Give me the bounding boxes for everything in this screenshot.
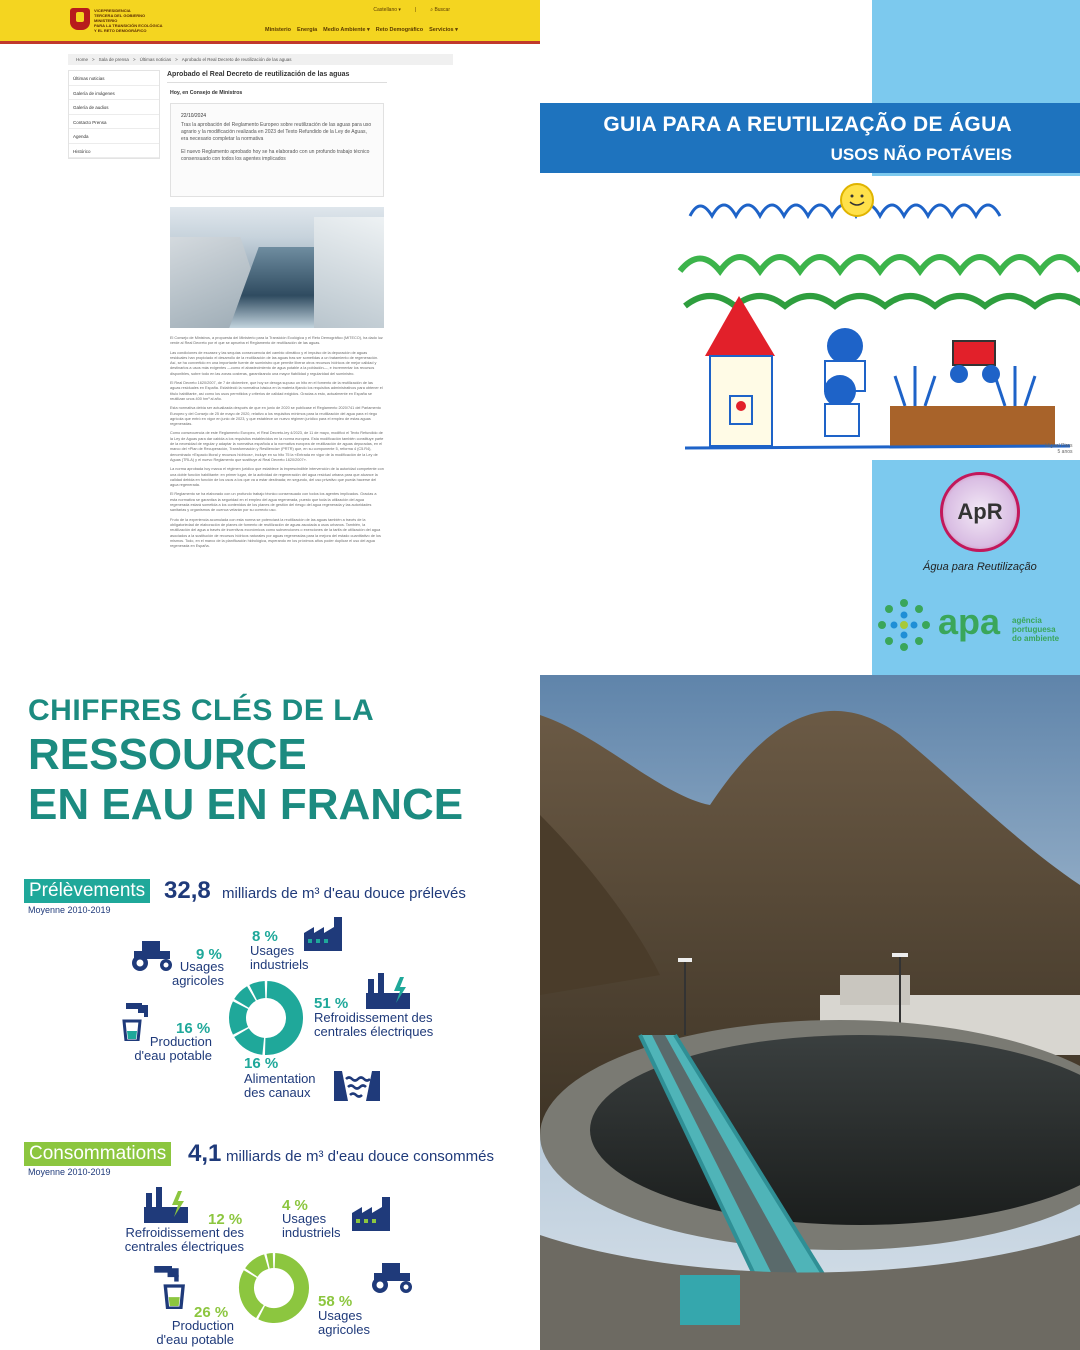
factory-icon [302, 915, 346, 951]
body-paragraph: El Reglamento se ha elaborado con un profundo trabajo técnico consensuado con todos los agentes implicados. Gracias a esta normativa se garantiza la seguridad en el empleo del agua regenerada, puesto que toda la utilización del agua regenerada estará sometida a los contenidos de los planes de gestión del riesgo del agua regenerada y las autoridades sanitarias y organismos de cuenca velarán por su correcto uso. [170, 492, 377, 513]
slice-pct: 51 % [314, 995, 349, 1012]
language-select[interactable]: Castellano ▾ [373, 7, 401, 13]
guide-title: GUIA PARA A REUTILIZAÇÃO DE ÁGUA [603, 113, 1012, 136]
summary-paragraph: Tras la aprobación del Reglamento Europeo sobre reutilización de las aguas para uso agrario y la modificación realizada en 2023 del Texto Refundido de la Ley de Aguas, era necesario completar la normativa [181, 122, 372, 142]
total-consommations-label: milliards de m³ d'eau douce consommés [226, 1148, 494, 1165]
side-item-ultimas[interactable]: Últimas noticias [69, 71, 159, 86]
nav-servicios[interactable]: Servicios ▾ [429, 27, 458, 33]
breadcrumb-sala-prensa[interactable]: Sala de prensa [98, 57, 129, 62]
factory-icon [350, 1195, 394, 1231]
side-item-audios[interactable]: Galería de audios [69, 100, 159, 115]
guide-subtitle: USOS NÃO POTÁVEIS [830, 145, 1012, 164]
article-title: Aprobado el Real Decreto de reutilización de las aguas [167, 71, 350, 78]
tractor-icon [368, 1259, 416, 1295]
article-date: 22/10/2024 [181, 113, 207, 119]
period-label: Moyenne 2010-2019 [28, 905, 111, 915]
slice-label: Usages industriels [282, 1211, 341, 1240]
donut-slice [242, 1033, 264, 1047]
main-nav [265, 27, 458, 33]
gov-logo[interactable] [70, 8, 174, 33]
infographic-title: EN EAU EN FRANCE [28, 780, 464, 829]
slice-label: Usages industriels [250, 943, 309, 972]
slice-label: Usages agricoles [318, 1308, 371, 1337]
tap-glass-icon [152, 1263, 192, 1309]
total-prelevements-label: milliards de m³ d'eau douce prélevés [222, 885, 466, 902]
infographic-title: CHIFFRES CLÉS DE LA [28, 694, 375, 727]
slice-label: Refroidissement des centrales électriques [124, 1225, 244, 1254]
section-label-consommations: Consommations [24, 1142, 171, 1166]
gov-logo-line: TERCERA DEL GOBIERNO [94, 13, 146, 18]
breadcrumb: Home > Sala de prensa > Últimas noticias > Aprobado el Real Decreto de reutilización de las aguas [68, 54, 453, 65]
divider: | [414, 7, 417, 13]
water-channel-photo [170, 207, 384, 328]
article-body [170, 336, 384, 553]
slice-pct: 26 % [194, 1304, 229, 1321]
donut-chart-consommations [238, 1252, 310, 1324]
slice-pct: 8 % [252, 928, 278, 945]
coat-of-arms-icon [70, 8, 90, 30]
slice-label: Usages agricoles [171, 959, 224, 988]
apa-logo-subtitle: agência portuguesa do ambiente [1012, 616, 1060, 643]
slice-pct: 12 % [208, 1211, 243, 1228]
slice-pct: 58 % [318, 1293, 353, 1310]
donut-slice [253, 990, 265, 993]
treatment-plant-scene [540, 675, 1080, 1350]
power-plant-icon [142, 1183, 190, 1223]
donut-chart-prelevements [228, 980, 304, 1056]
gov-logo-line: Y EL RETO DEMOGRÁFICO [94, 28, 147, 33]
nav-reto-demografico[interactable]: Reto Demográfico [375, 27, 424, 33]
treatment-plant-photo [540, 675, 1080, 1350]
donut-slice [268, 1261, 273, 1262]
total-prelevements: 32,8 [164, 877, 211, 904]
slice-label: Production d'eau potable [134, 1034, 212, 1063]
breadcrumb-ultimas[interactable]: Últimas noticias [139, 57, 172, 62]
donut-slice [265, 990, 294, 1047]
slice-pct: 9 % [196, 946, 222, 963]
donut-slice [247, 1274, 260, 1312]
body-paragraph: Esta normativa debía ser actualizada después de que en junio de 2020 se publicase el Reglamento 2020/741 del Parlamento Europeo y del Consejo de 25 de mayo de 2020, relativo a los requisitos mínimos para la reutilización del agua para el riego agrícola que entró en vigor en junio de 2023, y que establece un nuevo régimen jurídico para el empleo de estas aguas regeneradas. [170, 406, 381, 427]
slice-label: Alimentation des canaux [244, 1071, 316, 1100]
search-icon: ⌕ [430, 7, 435, 13]
summary-box [170, 103, 384, 197]
donut-slice [251, 1262, 266, 1273]
canal-water-icon [334, 1071, 380, 1101]
article-subtitle: Hoy, en Consejo de Ministros [170, 90, 243, 96]
slice-pct: 16 % [244, 1055, 279, 1072]
donut-slice [238, 1005, 241, 1031]
infographic-title: RESSOURCE [28, 730, 307, 779]
breadcrumb-home[interactable]: Home [76, 57, 89, 62]
apr-logo-text: ApR [957, 499, 1003, 524]
gov-logo-line: PARA LA TRANSICIÓN ECOLÓGICA [94, 23, 163, 28]
period-label: Moyenne 2010-2019 [28, 1167, 111, 1177]
slice-label: Production d'eau potable [156, 1318, 234, 1347]
summary-paragraph: El nuevo Reglamento aprobado hoy se ha elaborado con un profundo trabajo técnico consensuado con todos los agentes implicados [181, 149, 370, 162]
body-paragraph: Fruto de la experiencia acumulada con esta norma se potenciará la reutilización de las aguas también a través de la obligatoriedad de elaboración de planes de fomento de reutilización de aguas asociada a usos urbanos. También, la reutilización del agua a través de incentivos económicos como subvenciones o exenciones de la tarifa de utilización del agua asociados a la sustitución de recursos hídricos naturales por aguas regeneradas para la mejora del estado cuantitativo de los mismos. Todo, en el marco de la planificación hidrológica, esperando en los próximos años poder duplicar el uso del agua regenerada en España. [170, 517, 381, 549]
gov-logo-line: VICEPRESIDENCIA [94, 8, 131, 13]
breadcrumb-current: Aprobado el Real Decreto de reutilización de las aguas [181, 57, 292, 62]
body-paragraph: El Real Decreto 1620/2007, de 7 de diciembre, que hoy se deroga supuso un hito en el fomento de la reutilización de las aguas residuales en España. Estableció la normativa básica en la materia fijando los requisitos administrativos para obtener el título habilitante, así como los usos permitidos y criterios de calidad exigidos. Gracias a esto, actualmente en España se reutilizan unos 400 hm³ al año. [170, 381, 383, 401]
guide-cover [540, 0, 1080, 675]
body-paragraph: Las condiciones de escasez y las sequías consecuencia del cambio climático y el impulso de la depuración de aguas residuales han propiciado el desarrollo de la reutilización de las aguas tras ser sometidas a un tratamiento de regeneración. Así, se ha convertido en una importante fuente de suministro que permite liberar otros recursos hídricos de mejor calidad y destinarlos a usos más exigentes —como el abastecimiento de agua potable a la población—, e incrementar los recursos disponibles, sobre todo en las zonas costeras, garantizando una mayor fiabilidad y regularidad del suministro. [170, 350, 379, 376]
drawing-credit: Miguel Pires 5 anos [1045, 443, 1073, 455]
apr-tagline: Água para Reutilização [923, 561, 1037, 573]
section-label-prelevements: Prélèvements [24, 879, 150, 903]
body-paragraph: El Consejo de Ministros, a propuesta del Ministerio para la Transición Ecológica y el Reto Demográfico (MITECO), ha dado luz verde al Real Decreto por el que se aprueba el Reglamento de reutilización de las aguas. [170, 336, 383, 346]
nav-ministerio[interactable]: Ministerio [265, 27, 291, 33]
child-drawing-art [675, 176, 1080, 460]
child-drawing [675, 176, 1080, 460]
nav-energia[interactable]: Energía [296, 27, 318, 33]
nav-medio-ambiente[interactable]: Medio Ambiente ▾ [323, 27, 370, 33]
donut-slice [242, 994, 252, 1004]
spain-news-page [0, 0, 540, 675]
france-water-infographic [0, 675, 540, 1350]
gov-header [0, 0, 540, 44]
apa-emblem-icon [874, 595, 934, 655]
apa-logo-text: apa [938, 601, 1001, 642]
search-link[interactable]: ⌕ Buscar [430, 7, 450, 13]
side-item-agenda[interactable]: Agenda [69, 129, 159, 144]
tractor-icon [128, 937, 176, 973]
side-item-historico[interactable]: Histórico [69, 144, 159, 159]
slice-pct: 16 % [176, 1020, 211, 1037]
apr-logo [940, 472, 1020, 552]
power-plant-icon [364, 969, 412, 1009]
side-item-imagenes[interactable]: Galería de imágenes [69, 86, 159, 101]
body-paragraph: La norma aprobada hoy marca el régimen jurídico que establece la imprescindible intervención de la autoridad competente con una doble función habilitante: en primer lugar, de la actividad de regeneración del agua residual urbana para que alcance la calidad debida en función de los usos a los que va a estar destinada; en segundo, del uso privativo que pueda hacerse del agua regenerada. [170, 467, 384, 488]
side-item-contacto[interactable]: Contacto Prensa [69, 115, 159, 130]
body-paragraph: Como consecuencia de este Reglamento Europeo, el Real Decreto-ley 4/2023, de 11 de mayo, modificó el Texto Refundido de la Ley de Aguas para dar cabida a los requisitos establecidos en la norma europea. Esta modificación también constituye parte de la necesidad de regular y adaptar la normativa española a la normativa europea de reutilización de aguas depuradas, en el marco del «Plan de Recuperación, Transformación y Resiliencia» (PRTR) que, en su componente 5, reforma 4 (C5.R4), denominado «Espacio litoral y recursos hídricos», incluye en su hito 75 la «Entrada en vigor de la modificación de la Ley de Aguas (TRLA) y el nuevo Reglamento que sustituye al Real Decreto 1620/2007». [170, 431, 384, 462]
gov-logo-line: MINISTERIO [94, 18, 118, 23]
tap-glass-icon [120, 1001, 156, 1041]
divider [167, 82, 387, 83]
side-menu [68, 70, 160, 159]
slice-label: Refroidissement des centrales électriques [314, 1010, 434, 1039]
slice-pct: 4 % [282, 1197, 308, 1214]
total-consommations: 4,1 [188, 1140, 222, 1167]
